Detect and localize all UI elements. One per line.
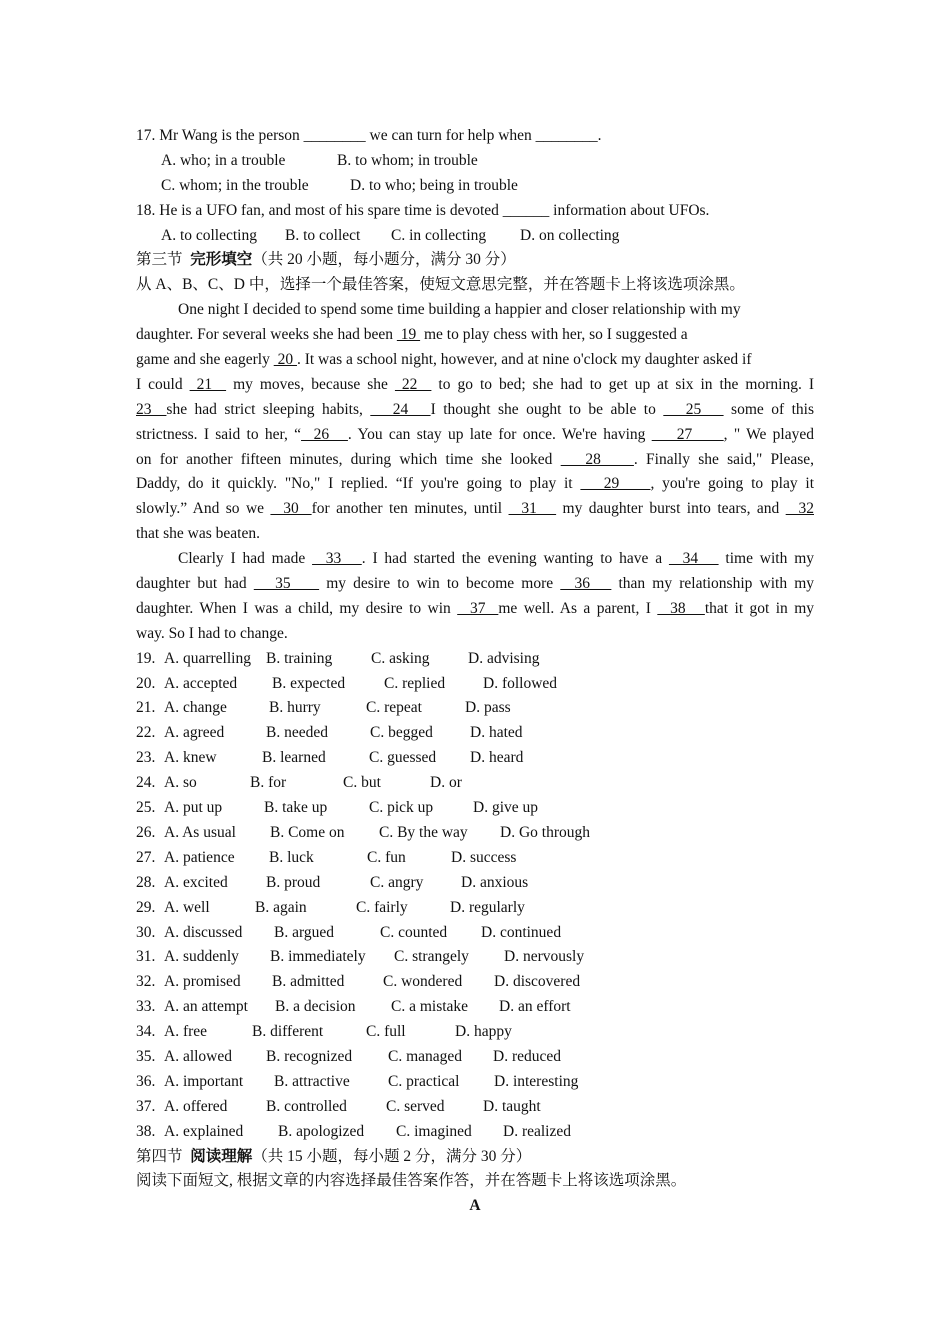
q18-option-d: D. on collecting [520,226,620,244]
q18-options-row [136,224,814,249]
passage-text: . Finally she said," Please, [633,450,814,468]
option-number: 37. [136,1097,156,1115]
option-b: B. controlled [266,1097,347,1115]
passage-p1-line9 [136,497,814,522]
blank-27: 27 [651,425,724,443]
q17-stem: 17. Mr Wang is the person ________ we can turn for help when ________. [136,127,602,144]
option-a: A. allowed [164,1047,233,1065]
option-b: B. Come on [270,823,345,841]
blank-32: 32 [785,500,814,518]
option-b: B. a decision [275,998,356,1016]
passage-text: . I had started the evening wanting to have a [361,550,669,568]
option-c: C. counted [380,923,448,941]
exam-page [136,124,814,1219]
blank-30: 30 [270,500,312,518]
blank-21: 21 [189,375,227,393]
option-number: 32. [136,973,156,991]
option-b: B. training [266,649,333,667]
option-number: 25. [136,799,156,817]
q18-stem: 18. He is a UFO fan, and most of his spare time is devoted ______ information about UFOs. [136,201,710,219]
option-row [136,821,814,846]
option-b: B. again [255,898,307,916]
passage-p2-line2 [136,572,814,597]
option-a: A. well [164,898,210,916]
option-c: C. strangely [394,948,469,966]
section3-info: （共 20 小题，每小题分，满分 30 分） [252,251,516,269]
passage-text: me to play chess with her, so I suggested a [420,326,688,344]
option-d: D. hated [470,724,523,742]
option-c: C. angry [370,873,424,891]
passage-p1-line1: One night I decided to spend some time building a happier and closer relationship with my [178,301,741,319]
blank-26: 26 [301,425,348,443]
option-a: A. an attempt [164,998,248,1016]
passage-text: to go to bed; she had to get up at six in the morning. I [431,375,814,393]
option-c: C. repeat [366,699,422,717]
option-row [136,846,814,871]
option-c: C. a mistake [391,998,469,1016]
option-row [136,945,814,970]
option-row [136,672,814,697]
option-number: 29. [136,898,156,916]
option-a: A. As usual [164,823,236,841]
blank-20: 20 [273,351,297,369]
option-a: A. accepted [164,674,238,692]
passage-text: daughter but had [136,575,254,593]
option-b: B. immediately [270,948,366,966]
option-b: B. different [252,1023,324,1041]
cloze-options-list [136,647,814,1145]
passage-text: . You can stay up late for once. We're having [347,425,652,443]
passage-text: for another ten minutes, until [311,500,509,518]
option-b: B. recognized [266,1047,353,1065]
option-row [136,1045,814,1070]
q17-option-a: A. who; in a trouble [161,151,286,169]
option-a: A. so [164,774,197,792]
passage-text: she had strict sleeping habits, [166,400,371,418]
option-number: 23. [136,749,156,767]
passage-text: I could [136,375,190,393]
option-row [136,970,814,995]
blank-29: 29 [580,475,651,493]
option-c: C. fun [367,848,406,866]
q18-option-c: C. in collecting [391,226,487,244]
passage-text: . It was a school night, however, and at nine o'clock my daughter asked if [296,351,752,369]
option-row [136,771,814,796]
option-number: 21. [136,699,156,717]
blank-28: 28 [560,450,634,468]
option-number: 24. [136,774,156,792]
option-row [136,721,814,746]
passage-p2-line3 [136,597,814,622]
blank-35: 35 [253,575,320,593]
q17-option-d: D. to who; being in trouble [350,176,518,194]
option-a: A. promised [164,973,241,991]
passage-text: my daughter burst into tears, and [556,500,786,518]
passage-p1-line2 [136,323,814,348]
option-number: 19. [136,649,156,667]
option-a: A. change [164,699,227,717]
option-c: C. begged [370,724,433,742]
option-a: A. important [164,1072,244,1090]
option-number: 30. [136,923,156,941]
blank-19: 19 [396,326,421,344]
option-d: D. anxious [461,873,529,891]
option-d: D. taught [483,1097,541,1115]
passage-text: than my relationship with my [611,575,814,593]
option-row [136,896,814,921]
option-a: A. discussed [164,923,243,941]
blank-37: 37 [457,599,499,617]
option-c: C. wondered [383,973,463,991]
blank-23: 23 [136,400,167,418]
option-d: D. regularly [450,898,525,916]
option-d: D. discovered [494,973,581,991]
section3-heading [136,248,814,273]
passage-p1-line8 [136,472,814,497]
option-b: B. learned [262,749,326,767]
section4-part-label: A [469,1197,481,1215]
section3-title: 完形填空 [190,251,253,269]
blank-31: 31 [508,500,557,518]
option-number: 27. [136,848,156,866]
option-d: D. an effort [499,998,571,1016]
passage-text: daughter. For several weeks she had been [136,326,397,344]
option-c: C. fairly [356,898,408,916]
option-d: D. pass [465,699,511,717]
option-number: 22. [136,724,156,742]
blank-25: 25 [663,400,724,418]
option-a: A. knew [164,749,217,767]
option-d: D. reduced [493,1047,561,1065]
option-c: C. asking [371,649,430,667]
option-row [136,647,814,672]
option-row [136,921,814,946]
blank-22: 22 [394,375,432,393]
passage-text: on for another fifteen minutes, during which time she looked [136,450,561,468]
section4-info: （共 15 小题，每小题 2 分，满分 30 分） [252,1147,532,1165]
blank-34: 34 [668,550,719,568]
q17-option-b: B. to whom; in trouble [337,151,478,169]
passage-p1-line7 [136,448,814,473]
passage-text: game and she eagerly [136,351,274,369]
option-c: C. replied [384,674,446,692]
option-row [136,746,814,771]
option-c: C. guessed [369,749,437,767]
option-a: A. explained [164,1122,244,1140]
passage-p2-line4: way. So I had to change. [136,624,288,642]
option-b: B. apologized [278,1122,365,1140]
option-a: A. excited [164,873,228,891]
passage-text: slowly.” And so we [136,500,271,518]
option-b: B. hurry [269,699,321,717]
passage-text: I thought she ought to be able to [430,400,664,418]
passage-text: strictness. I said to her, “ [136,425,302,443]
option-c: C. practical [388,1072,460,1090]
option-row [136,871,814,896]
passage-text: Clearly I had made [178,550,313,568]
option-c: C. pick up [369,799,434,817]
option-row [136,1020,814,1045]
passage-text: my moves, because she [226,375,395,393]
section4-title: 阅读理解 [190,1147,253,1165]
option-c: C. but [343,774,381,792]
option-b: B. argued [274,923,334,941]
option-d: D. happy [455,1023,512,1041]
passage-p2-line1 [136,547,814,572]
blank-33: 33 [312,550,362,568]
option-d: D. give up [473,799,539,817]
option-b: B. take up [264,799,328,817]
option-number: 26. [136,823,156,841]
section4-instruction: 阅读下面短文, 根据文章的内容选择最佳答案作答，并在答题卡上将该选项涂黑。 [136,1172,687,1190]
option-number: 33. [136,998,156,1016]
option-number: 38. [136,1122,156,1140]
passage-text: , you're going to play it [650,475,814,493]
option-number: 28. [136,873,156,891]
q17-options-row1 [136,149,814,174]
section3-label: 第三节 [136,251,183,269]
option-b: B. admitted [272,973,345,991]
option-b: B. expected [272,674,346,692]
section4-label: 第四节 [136,1147,183,1165]
option-a: A. suddenly [164,948,239,966]
passage-text: me well. As a parent, I [498,599,658,617]
blank-38: 38 [657,599,705,617]
passage-text: my desire to win to become more [319,575,561,593]
section3-instruction: 从 A、B、C、D 中，选择一个最佳答案，使短文意思完整，并在答题卡上将该选项涂黑。 [136,276,745,294]
passage-p1-line4 [136,373,814,398]
blank-36: 36 [560,575,612,593]
option-d: D. continued [481,923,562,941]
option-number: 20. [136,674,156,692]
option-c: C. served [386,1097,445,1115]
option-row [136,1120,814,1145]
option-a: A. put up [164,799,223,817]
option-d: D. realized [503,1122,571,1140]
q17-option-c: C. whom; in the trouble [161,176,309,194]
option-d: D. success [451,848,517,866]
q17-options-row2 [136,174,814,199]
option-a: A. free [164,1023,208,1041]
passage-p1-line10: that she was beaten. [136,525,260,543]
option-a: A. patience [164,848,235,866]
option-d: D. Go through [500,823,590,841]
passage-text: some of this [723,400,814,418]
passage-text: , " We played [723,425,815,443]
option-number: 35. [136,1047,156,1065]
option-number: 34. [136,1023,156,1041]
section4-heading [136,1145,814,1170]
option-row [136,1070,814,1095]
q18-option-b: B. to collect [285,226,361,244]
option-row [136,796,814,821]
passage-p1-line6 [136,423,814,448]
option-c: C. imagined [396,1122,472,1140]
option-b: B. proud [266,873,321,891]
option-d: D. advising [468,649,540,667]
option-row [136,995,814,1020]
option-d: D. nervously [504,948,585,966]
option-a: A. agreed [164,724,225,742]
blank-24: 24 [370,400,431,418]
option-b: B. needed [266,724,328,742]
passage-p1-line5 [136,398,814,423]
option-b: B. luck [269,848,314,866]
option-b: B. attractive [274,1072,350,1090]
option-c: C. By the way [379,823,468,841]
passage-text: time with my [718,550,815,568]
option-d: D. or [430,774,462,792]
passage-p1-line3 [136,348,814,373]
passage-text: Daddy, do it quickly. "No," I replied. “If you're going to play it [136,475,581,493]
passage-text: that it got in my [704,599,815,617]
option-c: C. full [366,1023,406,1041]
passage-text: daughter. When I was a child, my desire to win [136,599,458,617]
option-c: C. managed [388,1047,463,1065]
option-d: D. heard [470,749,524,767]
option-a: A. quarrelling [164,649,251,667]
option-d: D. followed [483,674,558,692]
option-number: 31. [136,948,156,966]
option-row [136,696,814,721]
q18-option-a: A. to collecting [161,226,257,244]
option-b: B. for [250,774,287,792]
option-d: D. interesting [494,1072,579,1090]
option-a: A. offered [164,1097,228,1115]
option-row [136,1095,814,1120]
option-number: 36. [136,1072,156,1090]
